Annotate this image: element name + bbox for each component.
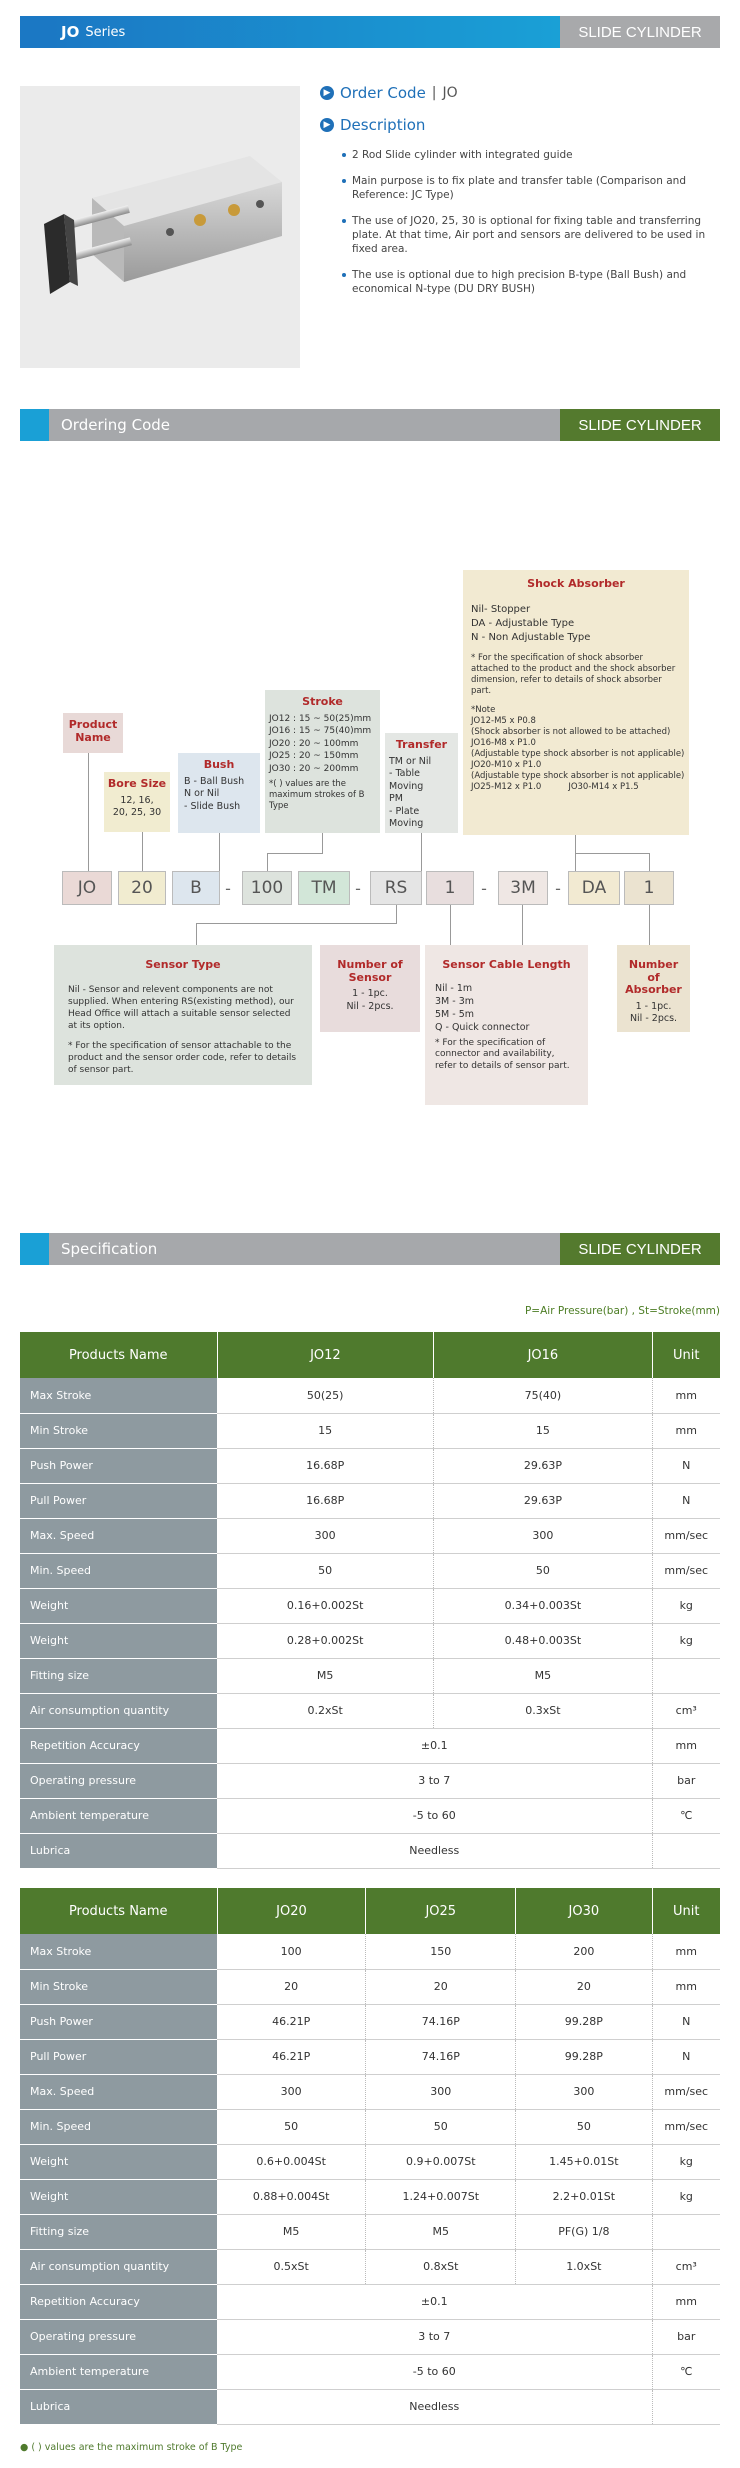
table-cell: 300 — [217, 2074, 366, 2109]
row-header: Min. Speed — [20, 2109, 217, 2144]
table-cell: 1.0xSt — [516, 2249, 652, 2284]
row-header: Push Power — [20, 2004, 217, 2039]
table-cell: ±0.1 — [217, 2284, 652, 2319]
code-stroke: 100 — [242, 871, 292, 905]
table-cell: mm — [652, 1728, 720, 1763]
footnote: ● ( ) values are the maximum stroke of B Type — [20, 2442, 243, 2453]
table-cell: 15 — [434, 1413, 652, 1448]
spec-units-note: P=Air Pressure(bar) , St=Stroke(mm) — [524, 1305, 720, 1317]
table-cell: 99.28P — [516, 2004, 652, 2039]
table-row — [20, 2354, 720, 2389]
table-cell: 29.63P — [434, 1483, 652, 1518]
table-cell — [652, 1658, 720, 1693]
table-cell: 0.2xSt — [217, 1693, 434, 1728]
table-cell: 50 — [217, 2109, 366, 2144]
table-cell: 1.24+0.007St — [366, 2179, 516, 2214]
row-header: Max. Speed — [20, 1518, 217, 1553]
table-cell: 0.34+0.003St — [434, 1588, 652, 1623]
table-row — [20, 2319, 720, 2354]
table-cell: 74.16P — [366, 2039, 516, 2074]
table-cell — [652, 2389, 720, 2424]
table-cell: 2.2+0.01St — [516, 2179, 652, 2214]
table-cell: 20 — [217, 1969, 366, 2004]
table-cell: 300 — [516, 2074, 652, 2109]
row-header: Min. Speed — [20, 1553, 217, 1588]
table-cell: mm — [652, 2284, 720, 2319]
description-panel — [320, 84, 720, 308]
row-header: Lubrica — [20, 1833, 217, 1868]
specification-header — [20, 1233, 720, 1265]
row-header: Max. Speed — [20, 2074, 217, 2109]
table-cell: 50 — [434, 1553, 652, 1588]
section-title: Ordering Code — [49, 409, 560, 441]
sensor-cable-length-box: Sensor Cable Length Nil - 1m 3M - 3m 5M - 5m Q - Quick connector * For the specification of connector and availability, refer to details of sensor part. — [425, 945, 588, 1105]
table-cell: 0.8xSt — [366, 2249, 516, 2284]
table-cell: 0.16+0.002St — [217, 1588, 434, 1623]
code-product: JO — [62, 871, 112, 905]
order-code-heading: ▶ Order Code | JO — [320, 84, 720, 102]
series-code: JO — [61, 23, 80, 41]
spec-table-jo20-jo30: Products Name JO20 JO25 JO30 Unit Max Stroke 100 150 200 mm Min Stroke 20 20 20 mm Push Power 46.21P 74.16P 99.28P N Pull Power 46.21P 74.16P 99.28P N Max. Speed 300 300 300 mm/sec Min. Speed 50 50 50 mm/sec Weight 0.6+0.004St 0.9+0.007St 1.45+0.01St kg Weight 0.88+0.004St 1.24+0.007St 2.2+0.01St kg Fitting size M5 M5 PF(G) 1/8 Air consumption quantity 0.5xSt 0.8xSt 1.0xSt cm³ Repetition Accuracy ±0.1 mm Operating pressure 3 to 7 bar Ambient temperature -5 to 60 ℃ Lubrica Needless — [20, 1888, 720, 2425]
table-cell: cm³ — [652, 1693, 720, 1728]
row-header: Air consumption quantity — [20, 2249, 217, 2284]
table-row — [20, 1728, 720, 1763]
table-row — [20, 1448, 720, 1483]
row-header: Push Power — [20, 1448, 217, 1483]
table-cell: M5 — [217, 2214, 366, 2249]
row-header: Fitting size — [20, 2214, 217, 2249]
table-cell: mm — [652, 1969, 720, 2004]
table-cell: 3 to 7 — [217, 2319, 652, 2354]
description-list — [342, 148, 720, 296]
table-cell: 0.3xSt — [434, 1693, 652, 1728]
table-cell: 16.68P — [217, 1448, 434, 1483]
table-cell: 50(25) — [217, 1378, 434, 1413]
table-cell: 46.21P — [217, 2039, 366, 2074]
table-cell: 0.88+0.004St — [217, 2179, 366, 2214]
code-cable-length: 3M — [498, 871, 548, 905]
bullet-icon: ● — [20, 2442, 29, 2453]
table-cell: ℃ — [652, 2354, 720, 2389]
table-cell: 75(40) — [434, 1378, 652, 1413]
row-header: Lubrica — [20, 2389, 217, 2424]
ordering-code-header — [20, 409, 720, 441]
table-cell: kg — [652, 1588, 720, 1623]
table-cell: 46.21P — [217, 2004, 366, 2039]
number-of-sensor-box: Number of Sensor 1 - 1pc. Nil - 2pcs. — [320, 945, 420, 1032]
table-cell: 15 — [217, 1413, 434, 1448]
table-cell: bar — [652, 1763, 720, 1798]
list-item: The use of JO20, 25, 30 is optional for fixing table and transferring plate. At that time, Air port and sensors are delivered to be used in fixed area. — [342, 214, 720, 256]
row-header: Min Stroke — [20, 1969, 217, 2004]
table-row — [20, 1658, 720, 1693]
table-cell: 0.28+0.002St — [217, 1623, 434, 1658]
bore-size-box: Bore Size 12, 16, 20, 25, 30 — [104, 772, 170, 832]
table-row — [20, 2004, 720, 2039]
shock-absorber-box: Shock Absorber Nil- Stopper DA - Adjustable Type N - Non Adjustable Type * For the specification of shock absorber attached to the product and the shock absorber dimension, refer to details of shock absorber part. *Note JO12-M5 x P0.8 (Shock absorber is not allowed to be attached) JO16-M8 x P1.0 (Adjustable type shock absorber is not applicable) JO20-M10 x P1.0 (Adjustable type shock absorber is not applicable) JO25-M12 x P1.0 JO30-M14 x P1.5 — [463, 570, 689, 835]
table-cell: Needless — [217, 1833, 652, 1868]
table-row — [20, 1934, 720, 1969]
table-cell: PF(G) 1/8 — [516, 2214, 652, 2249]
table-row — [20, 2179, 720, 2214]
product-photo — [20, 86, 300, 368]
row-header: Pull Power — [20, 1483, 217, 1518]
table-cell: mm/sec — [652, 2074, 720, 2109]
table-row — [20, 1518, 720, 1553]
section-tag: SLIDE CYLINDER — [560, 409, 720, 441]
table-cell: 100 — [217, 1934, 366, 1969]
table-cell: N — [652, 2004, 720, 2039]
order-code-value: JO — [442, 85, 458, 101]
row-header: Weight — [20, 2179, 217, 2214]
table-cell: 20 — [366, 1969, 516, 2004]
table-row — [20, 1833, 720, 1868]
row-header: Pull Power — [20, 2039, 217, 2074]
row-header: Fitting size — [20, 1658, 217, 1693]
table-cell: 0.6+0.004St — [217, 2144, 366, 2179]
table-row — [20, 1693, 720, 1728]
number-of-absorber-box: Number of Absorber 1 - 1pc. Nil - 2pcs. — [617, 945, 690, 1032]
row-header: Max Stroke — [20, 1934, 217, 1969]
table-row — [20, 1763, 720, 1798]
table-cell: 0.9+0.007St — [366, 2144, 516, 2179]
code-sensor-type: RS — [370, 871, 422, 905]
table-row — [20, 1553, 720, 1588]
table-cell: 150 — [366, 1934, 516, 1969]
table-cell: 200 — [516, 1934, 652, 1969]
table-cell: 1.45+0.01St — [516, 2144, 652, 2179]
table-cell: mm/sec — [652, 1553, 720, 1588]
table-cell: 3 to 7 — [217, 1763, 652, 1798]
table-cell: -5 to 60 — [217, 1798, 652, 1833]
table-cell: Needless — [217, 2389, 652, 2424]
table-row — [20, 1378, 720, 1413]
bush-box: Bush B - Ball Bush N or Nil - Slide Bush — [178, 753, 260, 833]
list-item: Main purpose is to fix plate and transfer table (Comparison and Reference: JC Type) — [342, 174, 720, 202]
series-word: Series — [85, 24, 126, 40]
table-cell: M5 — [366, 2214, 516, 2249]
code-shock-absorber: DA — [568, 871, 620, 905]
table-cell — [652, 1833, 720, 1868]
arrow-circle-icon: ▶ — [320, 118, 334, 132]
section-title: Specification — [49, 1233, 560, 1265]
list-item: The use is optional due to high precision B-type (Ball Bush) and economical N-type (DU DRY BUSH) — [342, 268, 720, 296]
code-transfer: TM — [298, 871, 350, 905]
transfer-box: Transfer TM or Nil - Table Moving PM - Plate Moving — [385, 733, 458, 833]
table-cell: mm — [652, 1934, 720, 1969]
table-cell: N — [652, 2039, 720, 2074]
table-cell: cm³ — [652, 2249, 720, 2284]
sensor-type-box: Sensor Type Nil - Sensor and relevent components are not supplied. When entering RS(existing method), our Head Office will attach a suitable sensor selected at its option. * For the specification of sensor attachable to the product and the sensor order code, refer to details of sensor part. — [54, 945, 312, 1085]
code-bore: 20 — [118, 871, 166, 905]
table-cell: mm — [652, 1378, 720, 1413]
list-item: 2 Rod Slide cylinder with integrated guide — [342, 148, 720, 162]
table-cell: 0.48+0.003St — [434, 1623, 652, 1658]
table-row — [20, 2074, 720, 2109]
table-cell: ±0.1 — [217, 1728, 652, 1763]
order-code-label: Order Code — [340, 84, 426, 102]
table-row — [20, 2214, 720, 2249]
description-heading — [320, 116, 720, 134]
row-header: Repetition Accuracy — [20, 1728, 217, 1763]
table-row — [20, 2249, 720, 2284]
table-row — [20, 2389, 720, 2424]
product-name-box: Product Name — [63, 713, 123, 753]
table-cell: 300 — [434, 1518, 652, 1553]
row-header: Ambient temperature — [20, 1798, 217, 1833]
table-cell: mm/sec — [652, 2109, 720, 2144]
arrow-circle-icon: ▶ — [320, 86, 334, 100]
table-row — [20, 1969, 720, 2004]
table-cell: 20 — [516, 1969, 652, 2004]
table-cell: M5 — [217, 1658, 434, 1693]
table-cell: 300 — [366, 2074, 516, 2109]
table-cell: 0.5xSt — [217, 2249, 366, 2284]
table-cell: 29.63P — [434, 1448, 652, 1483]
table-cell: mm — [652, 1413, 720, 1448]
row-header: Repetition Accuracy — [20, 2284, 217, 2319]
table-cell — [652, 2214, 720, 2249]
table-cell: bar — [652, 2319, 720, 2354]
table-cell: kg — [652, 2144, 720, 2179]
table-row — [20, 2109, 720, 2144]
table-cell: 74.16P — [366, 2004, 516, 2039]
table-row — [20, 2039, 720, 2074]
table-cell: 50 — [366, 2109, 516, 2144]
table-row — [20, 2284, 720, 2319]
row-header: Air consumption quantity — [20, 1693, 217, 1728]
table-row — [20, 1588, 720, 1623]
table-row — [20, 1623, 720, 1658]
table-cell: 99.28P — [516, 2039, 652, 2074]
table-cell: mm/sec — [652, 1518, 720, 1553]
table-cell: M5 — [434, 1658, 652, 1693]
table-cell: N — [652, 1448, 720, 1483]
row-header: Operating pressure — [20, 1763, 217, 1798]
table-cell: ℃ — [652, 1798, 720, 1833]
row-header: Max Stroke — [20, 1378, 217, 1413]
row-header: Operating pressure — [20, 2319, 217, 2354]
table-cell: 16.68P — [217, 1483, 434, 1518]
row-header: Min Stroke — [20, 1413, 217, 1448]
row-header: Weight — [20, 2144, 217, 2179]
series-tag: SLIDE CYLINDER — [560, 16, 720, 48]
series-header — [20, 16, 720, 48]
row-header: Weight — [20, 1588, 217, 1623]
slide-cylinder-illustration — [20, 86, 300, 368]
table-cell: 50 — [217, 1553, 434, 1588]
description-title: Description — [340, 116, 426, 134]
table-row — [20, 1413, 720, 1448]
table-cell: kg — [652, 1623, 720, 1658]
table-cell: N — [652, 1483, 720, 1518]
spec-table-jo12-jo16: Products Name JO12 JO16 Unit Max Stroke 50(25) 75(40) mm Min Stroke 15 15 mm Push Power 16.68P 29.63P N Pull Power 16.68P 29.63P N Max. Speed 300 300 mm/sec Min. Speed 50 50 mm/sec Weight 0.16+0.002St 0.34+0.003St kg Weight 0.28+0.002St 0.48+0.003St kg Fitting size M5 M5 Air consumption quantity 0.2xSt 0.3xSt cm³ Repetition Accuracy ±0.1 mm Operating pressure 3 to 7 bar Ambient temperature -5 to 60 ℃ Lubrica Needless — [20, 1332, 720, 1869]
table-row — [20, 1483, 720, 1518]
code-num-absorber: 1 — [624, 871, 674, 905]
table-row — [20, 1798, 720, 1833]
table-cell: kg — [652, 2179, 720, 2214]
section-tag: SLIDE CYLINDER — [560, 1233, 720, 1265]
row-header: Weight — [20, 1623, 217, 1658]
table-cell: -5 to 60 — [217, 2354, 652, 2389]
row-header: Ambient temperature — [20, 2354, 217, 2389]
stroke-box: Stroke JO12 : 15 ~ 50(25)mm JO16 : 15 ~ 75(40)mm JO20 : 20 ~ 100mm JO25 : 20 ~ 150mm JO30 : 20 ~ 200mm *( ) values are the maximum strokes of B Type — [265, 690, 380, 833]
code-bush: B — [172, 871, 220, 905]
code-num-sensor: 1 — [426, 871, 474, 905]
table-cell: 50 — [516, 2109, 652, 2144]
table-cell: 300 — [217, 1518, 434, 1553]
table-row — [20, 2144, 720, 2179]
